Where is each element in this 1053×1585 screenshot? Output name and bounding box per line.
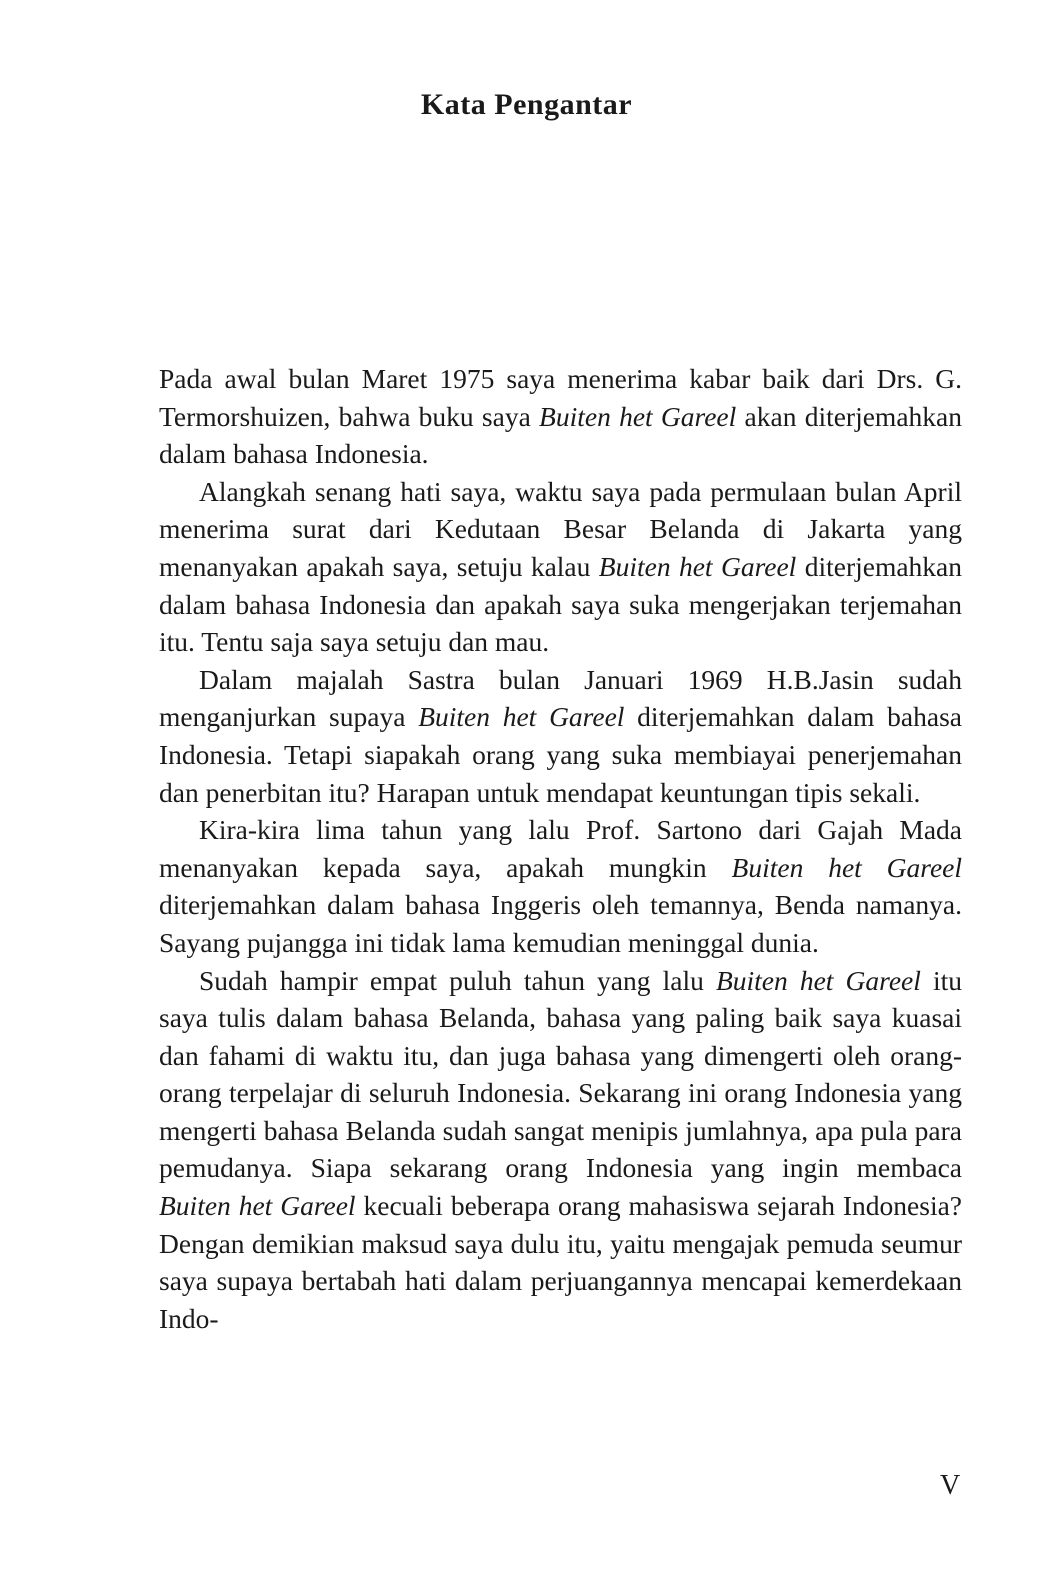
- text-run: diterjemahkan dalam bahasa Inggeris oleh temannya, Benda namanya. Sayang pujangga ini tidak lama kemudian meninggal dunia.: [159, 889, 962, 958]
- book-title-italic: Buiten het Gareel: [731, 851, 962, 883]
- paragraph: [159, 661, 962, 811]
- text-run: Kira-kira lima tahun yang lalu Prof. Sartono dari Gajah Mada menanyakan kepada saya, apakah mungkin: [159, 814, 962, 883]
- text-run: Dalam majalah Sastra bulan Januari 1969 H.B.Jasin sudah menganjurkan supaya: [159, 663, 962, 733]
- paragraph: [159, 360, 962, 473]
- book-title-italic: Buiten het Gareel: [598, 550, 797, 582]
- book-title-italic: Buiten het Gareel: [715, 964, 921, 996]
- text-run: kecuali beberapa orang mahasiswa sejarah Indonesia? Dengan demikian maksud saya dulu itu, yaitu mengajak pemuda seumur saya supaya bertabah hati dalam perjuangannya mencapai kemerdekaan Indo-: [159, 1190, 962, 1334]
- body-text: [159, 360, 962, 1337]
- text-run: akan diterjemahkan dalam bahasa Indonesia.: [159, 400, 962, 470]
- book-title-italic: Buiten het Gareel: [539, 400, 737, 432]
- book-title-italic: Buiten het Gareel: [418, 701, 625, 733]
- book-title-italic: Buiten het Gareel: [159, 1190, 356, 1222]
- page-title: Kata Pengantar: [420, 88, 633, 121]
- text-run: itu saya tulis dalam bahasa Belanda, bahasa yang paling baik saya kuasai dan fahami di waktu itu, dan juga bahasa yang dimengerti oleh orang-orang terpelajar di seluruh Indonesia. Sekarang ini orang Indonesia yang mengerti bahasa Belanda sudah sangat menipis jumlahnya, apa pula para pemudanya. Siapa sekarang orang Indonesia yang ingin membaca: [159, 964, 963, 1184]
- text-run: Alangkah senang hati saya, waktu saya pada permulaan bulan April menerima surat dari Kedutaan Besar Belanda di Jakarta yang menanyakan apakah saya, setuju kalau: [159, 475, 962, 582]
- paragraph: [159, 962, 962, 1338]
- paragraph: [159, 811, 962, 961]
- paragraph: [159, 473, 962, 661]
- page-number: V: [940, 1470, 961, 1501]
- text-run: Pada awal bulan Maret 1975 saya menerima kabar baik dari Drs. G. Termorshuizen, bahwa buku saya: [159, 363, 962, 432]
- text-run: diterjemahkan dalam bahasa Indonesia. Tetapi siapakah orang yang suka membiayai penerjemahan dan penerbitan itu? Harapan untuk mendapat keuntungan tipis sekali.: [159, 701, 962, 808]
- text-run: diterjemahkan dalam bahasa Indonesia dan apakah saya suka mengerjakan terjemahan itu. Tentu saja saya setuju dan mau.: [159, 550, 962, 658]
- text-run: Sudah hampir empat puluh tahun yang lalu: [199, 964, 716, 996]
